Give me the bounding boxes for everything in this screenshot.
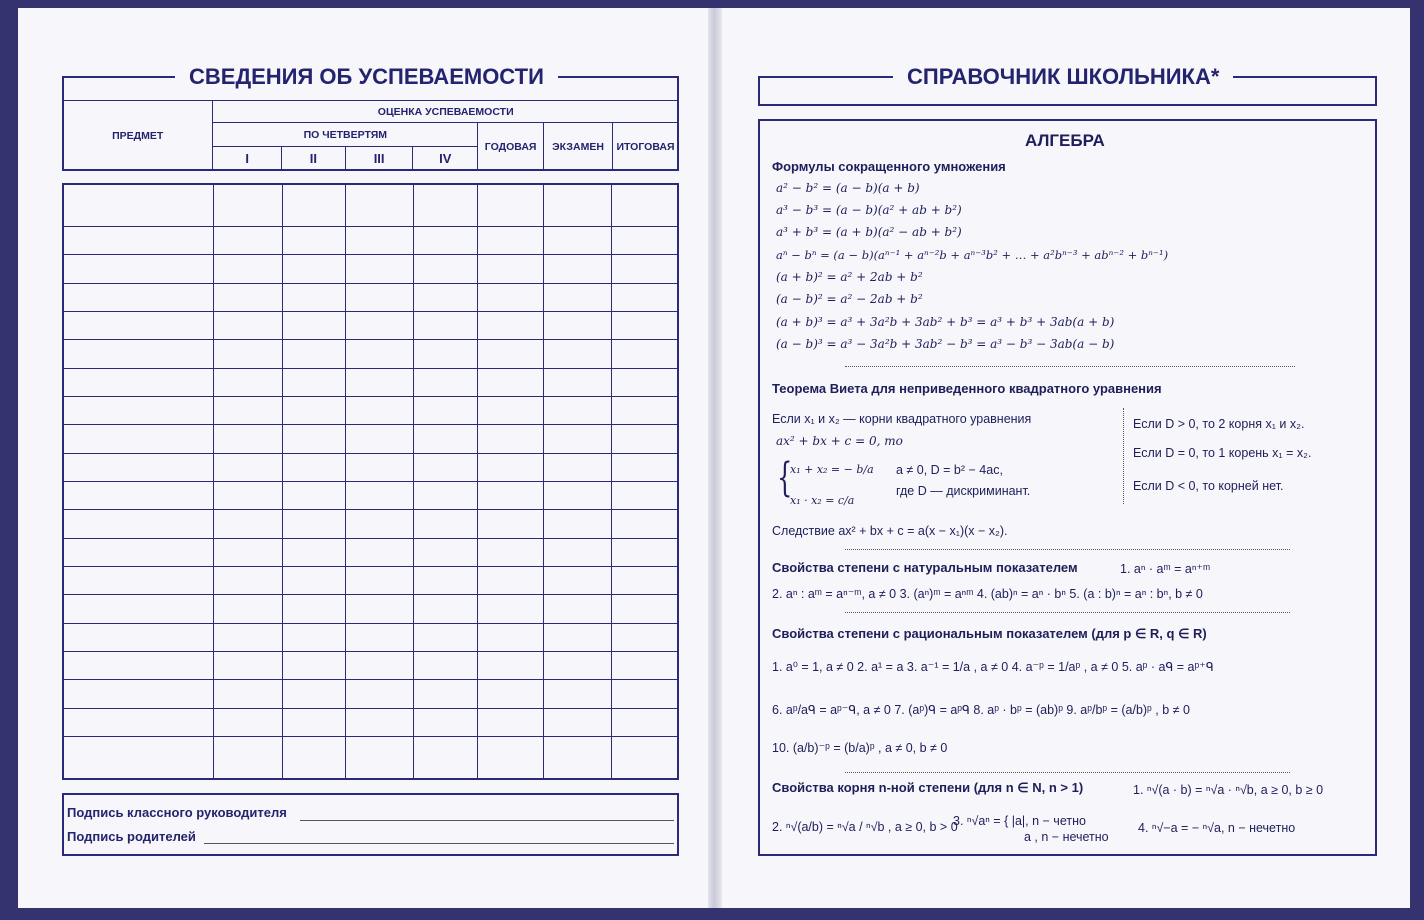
grade-cell[interactable] (478, 736, 544, 779)
grades-row (63, 283, 678, 311)
abbrev-title: Формулы сокращенного умножения (772, 159, 1006, 174)
grade-cell[interactable] (612, 623, 678, 651)
subject-cell[interactable] (63, 227, 214, 255)
grade-cell[interactable] (413, 453, 478, 481)
vieta-condition: a ≠ 0, D = b² − 4ac, (896, 463, 1003, 477)
vieta-result: Если D > 0, то 2 корня x₁ и x₂. (1133, 417, 1305, 431)
grades-row (63, 566, 678, 594)
grade-cell[interactable] (543, 651, 612, 679)
divider (845, 612, 1290, 613)
grade-cell[interactable] (214, 453, 283, 481)
grades-row (63, 510, 678, 538)
grade-cell[interactable] (214, 368, 283, 396)
parents-signature-line[interactable] (204, 843, 674, 844)
grade-cell[interactable] (478, 538, 544, 566)
subject-cell[interactable] (63, 255, 214, 283)
divider (845, 366, 1295, 367)
grade-cell[interactable] (543, 453, 612, 481)
grade-cell[interactable] (543, 396, 612, 424)
vieta-separator (1123, 408, 1124, 504)
root-title: Свойства корня n-ной степени (для n ∈ N, n > 1) (772, 780, 1084, 795)
grades-row (63, 340, 678, 368)
grade-cell[interactable] (282, 311, 346, 339)
grade-cell[interactable] (478, 708, 544, 736)
grade-cell[interactable] (413, 736, 478, 779)
grade-cell[interactable] (478, 184, 544, 227)
grade-cell[interactable] (612, 368, 678, 396)
grade-cell[interactable] (214, 595, 283, 623)
grade-cell[interactable] (214, 255, 283, 283)
grade-cell[interactable] (543, 255, 612, 283)
grade-cell[interactable] (346, 651, 414, 679)
grade-cell[interactable] (478, 283, 544, 311)
final-header: ИТОГОВАЯ (612, 123, 678, 171)
grade-cell[interactable] (214, 680, 283, 708)
subject-cell[interactable] (63, 184, 214, 227)
grade-cell[interactable] (214, 708, 283, 736)
grade-cell[interactable] (214, 311, 283, 339)
year-header: ГОДОВАЯ (478, 123, 544, 171)
grades-row (63, 680, 678, 708)
grade-cell[interactable] (543, 283, 612, 311)
rational-power-rules: 10. (a/b)⁻ᵖ = (b/a)ᵖ , a ≠ 0, b ≠ 0 (772, 741, 948, 755)
grades-row (63, 453, 678, 481)
subject-cell[interactable] (63, 651, 214, 679)
grade-cell[interactable] (413, 538, 478, 566)
grade-cell[interactable] (282, 538, 346, 566)
quarter-1-header: I (213, 147, 282, 171)
vieta-title: Теорема Виета для неприведенного квадратного уравнения (772, 381, 1162, 396)
grade-cell[interactable] (413, 340, 478, 368)
grade-cell[interactable] (612, 708, 678, 736)
grade-cell[interactable] (214, 283, 283, 311)
grade-cell[interactable] (214, 736, 283, 779)
grade-cell[interactable] (413, 368, 478, 396)
grade-cell[interactable] (478, 481, 544, 509)
grade-cell[interactable] (346, 566, 414, 594)
grade-cell[interactable] (282, 227, 346, 255)
grade-cell[interactable] (612, 510, 678, 538)
grade-cell[interactable] (346, 368, 414, 396)
grade-cell[interactable] (214, 396, 283, 424)
subject-cell[interactable] (63, 368, 214, 396)
subject-header: ПРЕДМЕТ (63, 101, 213, 171)
subject-cell[interactable] (63, 623, 214, 651)
signature-frame (62, 793, 679, 856)
grade-cell[interactable] (413, 510, 478, 538)
grade-cell[interactable] (478, 623, 544, 651)
header-table (62, 100, 679, 171)
grade-cell[interactable] (612, 283, 678, 311)
rational-power-title: Свойства степени с рациональным показателем (для p ∈ R, q ∈ R) (772, 626, 1207, 641)
grade-cell[interactable] (612, 227, 678, 255)
abbrev-formula: (a − b)³ = a³ − 3a²b + 3ab² − b³ = a³ − b³ − 3ab(a − b) (776, 337, 1115, 351)
grade-cell[interactable] (478, 311, 544, 339)
subject-cell[interactable] (63, 481, 214, 509)
grade-cell[interactable] (478, 425, 544, 453)
divider (845, 549, 1290, 550)
abbrev-formula: (a − b)² = a² − 2ab + b² (776, 292, 923, 306)
grade-cell[interactable] (543, 311, 612, 339)
grade-cell[interactable] (346, 538, 414, 566)
grades-row (63, 368, 678, 396)
abbrev-formula: a³ − b³ = (a − b)(a² + ab + b²) (776, 203, 962, 217)
grade-cell[interactable] (543, 623, 612, 651)
grades-row (63, 595, 678, 623)
page-gutter (708, 8, 722, 908)
root-rule: 3. ⁿ√aⁿ = { |a|, n − четно (953, 814, 1086, 828)
grade-cell[interactable] (612, 595, 678, 623)
grade-cell[interactable] (282, 396, 346, 424)
grade-cell[interactable] (413, 227, 478, 255)
vieta-result: Если D < 0, то корней нет. (1133, 479, 1284, 493)
grade-cell[interactable] (543, 566, 612, 594)
grade-cell[interactable] (346, 481, 414, 509)
grade-cell[interactable] (612, 311, 678, 339)
grade-cell[interactable] (214, 623, 283, 651)
grade-cell[interactable] (346, 453, 414, 481)
grade-cell[interactable] (543, 708, 612, 736)
grade-cell[interactable] (346, 311, 414, 339)
subject-cell[interactable] (63, 425, 214, 453)
grades-row (63, 311, 678, 339)
grade-cell[interactable] (346, 595, 414, 623)
grade-cell[interactable] (478, 396, 544, 424)
vieta-system: x₁ · x₂ = c/a (790, 494, 855, 507)
grade-cell[interactable] (612, 680, 678, 708)
grade-cell[interactable] (214, 651, 283, 679)
grade-cell[interactable] (543, 184, 612, 227)
grade-cell[interactable] (478, 340, 544, 368)
rational-power-rules: 6. aᵖ/aᑫ = aᵖ⁻ᑫ, a ≠ 0 7. (aᵖ)ᑫ = aᵖᑫ 8. aᵖ · bᵖ = (ab)ᵖ 9. aᵖ/bᵖ = (a/b)ᵖ , b ≠ 0 (772, 703, 1190, 717)
grade-cell[interactable] (214, 227, 283, 255)
grade-cell[interactable] (282, 510, 346, 538)
grade-cell[interactable] (413, 255, 478, 283)
grade-cell[interactable] (214, 184, 283, 227)
grade-cell[interactable] (612, 566, 678, 594)
grade-cell[interactable] (282, 283, 346, 311)
left-title: СВЕДЕНИЯ ОБ УСПЕВАЕМОСТИ (175, 64, 558, 90)
grade-cell[interactable] (346, 255, 414, 283)
grades-row (63, 736, 678, 779)
grade-cell[interactable] (413, 708, 478, 736)
grade-cell[interactable] (282, 736, 346, 779)
root-rule: 4. ⁿ√−a = − ⁿ√a, n − нечетно (1138, 821, 1296, 835)
grade-cell[interactable] (413, 566, 478, 594)
grade-cell[interactable] (214, 566, 283, 594)
grade-cell[interactable] (413, 651, 478, 679)
grades-row (63, 708, 678, 736)
grade-cell[interactable] (282, 651, 346, 679)
grades-row (63, 184, 678, 227)
grade-cell[interactable] (413, 425, 478, 453)
quarters-header: ПО ЧЕТВЕРТЯМ (213, 123, 478, 147)
grade-cell[interactable] (214, 481, 283, 509)
grade-cell[interactable] (346, 680, 414, 708)
grade-cell[interactable] (543, 227, 612, 255)
grade-cell[interactable] (282, 425, 346, 453)
grade-cell[interactable] (478, 566, 544, 594)
abbrev-formula: (a + b)³ = a³ + 3a²b + 3ab² + b³ = a³ + b³ + 3ab(a + b) (776, 315, 1115, 329)
grade-cell[interactable] (543, 736, 612, 779)
quarter-2-header: II (282, 147, 346, 171)
grade-cell[interactable] (346, 623, 414, 651)
subject-cell[interactable] (63, 566, 214, 594)
grade-cell[interactable] (413, 396, 478, 424)
grades-row (63, 396, 678, 424)
grade-cell[interactable] (214, 425, 283, 453)
grade-cell[interactable] (282, 340, 346, 368)
grade-cell[interactable] (612, 651, 678, 679)
abbrev-formula: (a + b)² = a² + 2ab + b² (776, 270, 923, 284)
grade-cell[interactable] (282, 453, 346, 481)
vieta-result: Если D = 0, то 1 корень x₁ = x₂. (1133, 446, 1312, 460)
grade-cell[interactable] (478, 651, 544, 679)
grade-cell[interactable] (478, 595, 544, 623)
grades-table[interactable] (62, 183, 679, 780)
subject-cell[interactable] (63, 708, 214, 736)
grade-cell[interactable] (543, 425, 612, 453)
grade-cell[interactable] (543, 368, 612, 396)
divider (845, 772, 1290, 773)
grade-cell[interactable] (543, 481, 612, 509)
grade-cell[interactable] (346, 708, 414, 736)
grade-cell[interactable] (346, 396, 414, 424)
quarter-3-header: III (345, 147, 413, 171)
teacher-signature-label: Подпись классного руководителя (67, 805, 287, 820)
grade-cell[interactable] (346, 736, 414, 779)
grades-row (63, 651, 678, 679)
grade-cell[interactable] (612, 184, 678, 227)
grade-cell[interactable] (346, 227, 414, 255)
grade-cell[interactable] (282, 368, 346, 396)
natural-power-rules: 2. aⁿ : aᵐ = aⁿ⁻ᵐ, a ≠ 0 3. (aⁿ)ᵐ = aⁿᵐ 4. (ab)ⁿ = aⁿ · bⁿ 5. (a : b)ⁿ = aⁿ : bⁿ, b ≠ 0 (772, 587, 1203, 601)
abbrev-formula: a² − b² = (a − b)(a + b) (776, 181, 920, 195)
grade-cell[interactable] (282, 184, 346, 227)
grade-cell[interactable] (214, 538, 283, 566)
subject-cell[interactable] (63, 510, 214, 538)
grades-row (63, 425, 678, 453)
grade-cell[interactable] (543, 595, 612, 623)
vieta-condition: где D — дискриминант. (896, 484, 1031, 498)
grade-cell[interactable] (543, 538, 612, 566)
grade-cell[interactable] (478, 510, 544, 538)
grade-cell[interactable] (282, 566, 346, 594)
rational-power-rules: 1. a⁰ = 1, a ≠ 0 2. a¹ = a 3. a⁻¹ = 1/a , a ≠ 0 4. a⁻ᵖ = 1/aᵖ , a ≠ 0 5. aᵖ · aᑫ = aᵖ⁺ᑫ (772, 660, 1214, 674)
subject-cell[interactable] (63, 736, 214, 779)
root-rule: a , n − нечетно (1024, 830, 1109, 844)
grade-cell[interactable] (413, 623, 478, 651)
natural-power-rule: 1. aⁿ · aᵐ = aⁿ⁺ᵐ (1120, 562, 1211, 576)
subject-cell[interactable] (63, 311, 214, 339)
grade-cell[interactable] (413, 283, 478, 311)
grades-row (63, 255, 678, 283)
subject-cell[interactable] (63, 396, 214, 424)
grade-cell[interactable] (282, 680, 346, 708)
grade-header: ОЦЕНКА УСПЕВАЕМОСТИ (213, 101, 679, 123)
grade-cell[interactable] (612, 340, 678, 368)
grade-cell[interactable] (413, 680, 478, 708)
abbrev-formula: a³ + b³ = (a + b)(a² − ab + b²) (776, 225, 962, 239)
grades-row (63, 227, 678, 255)
grade-cell[interactable] (612, 255, 678, 283)
exam-header: ЭКЗАМЕН (544, 123, 613, 171)
grade-cell[interactable] (282, 623, 346, 651)
grade-cell[interactable] (282, 481, 346, 509)
grade-cell[interactable] (543, 680, 612, 708)
grade-cell[interactable] (413, 184, 478, 227)
teacher-signature-line[interactable] (300, 820, 674, 821)
grade-cell[interactable] (214, 340, 283, 368)
grade-cell[interactable] (478, 680, 544, 708)
grade-cell[interactable] (282, 595, 346, 623)
grade-cell[interactable] (282, 708, 346, 736)
subject-cell[interactable] (63, 595, 214, 623)
grade-cell[interactable] (413, 481, 478, 509)
grade-cell[interactable] (478, 227, 544, 255)
grade-cell[interactable] (478, 255, 544, 283)
vieta-system: x₁ + x₂ = − b/a (790, 463, 874, 476)
vieta-corollary: Следствие ax² + bx + c = a(x − x₁)(x − x₂). (772, 524, 1008, 538)
grades-row (63, 481, 678, 509)
natural-power-title: Свойства степени с натуральным показателем (772, 560, 1078, 575)
grade-cell[interactable] (478, 453, 544, 481)
subject-cell[interactable] (63, 538, 214, 566)
vieta-line: ax² + bx + c = 0, то (776, 434, 903, 448)
grade-cell[interactable] (543, 340, 612, 368)
parents-signature-label: Подпись родителей (67, 829, 196, 844)
quarter-4-header: IV (413, 147, 478, 171)
subject-cell[interactable] (63, 680, 214, 708)
grades-row (63, 538, 678, 566)
grade-cell[interactable] (346, 510, 414, 538)
grade-cell[interactable] (413, 311, 478, 339)
grade-cell[interactable] (612, 736, 678, 779)
grades-row (63, 623, 678, 651)
right-title: СПРАВОЧНИК ШКОЛЬНИКА* (893, 64, 1233, 90)
grade-cell[interactable] (214, 510, 283, 538)
grade-cell[interactable] (346, 184, 414, 227)
subject-cell[interactable] (63, 340, 214, 368)
subject-cell[interactable] (63, 453, 214, 481)
grade-cell[interactable] (346, 425, 414, 453)
grade-cell[interactable] (612, 453, 678, 481)
grade-cell[interactable] (346, 340, 414, 368)
vieta-line: Если x₁ и x₂ — корни квадратного уравнения (772, 412, 1032, 426)
grade-cell[interactable] (543, 510, 612, 538)
grade-cell[interactable] (612, 481, 678, 509)
grade-cell[interactable] (612, 396, 678, 424)
grade-cell[interactable] (413, 595, 478, 623)
grade-cell[interactable] (346, 283, 414, 311)
grade-cell[interactable] (612, 425, 678, 453)
grade-cell[interactable] (612, 538, 678, 566)
abbrev-formula: aⁿ − bⁿ = (a − b)(aⁿ⁻¹ + aⁿ⁻²b + aⁿ⁻³b² + … + a²bⁿ⁻³ + abⁿ⁻² + bⁿ⁻¹) (776, 248, 1169, 262)
system-brace: { (777, 455, 793, 501)
grade-cell[interactable] (282, 255, 346, 283)
root-rule: 2. ⁿ√(a/b) = ⁿ√a / ⁿ√b , a ≥ 0, b > 0 (772, 820, 958, 834)
grade-cell[interactable] (478, 368, 544, 396)
root-rule: 1. ⁿ√(a · b) = ⁿ√a · ⁿ√b, a ≥ 0, b ≥ 0 (1133, 783, 1324, 797)
algebra-heading: АЛГЕБРА (1025, 131, 1105, 150)
subject-cell[interactable] (63, 283, 214, 311)
